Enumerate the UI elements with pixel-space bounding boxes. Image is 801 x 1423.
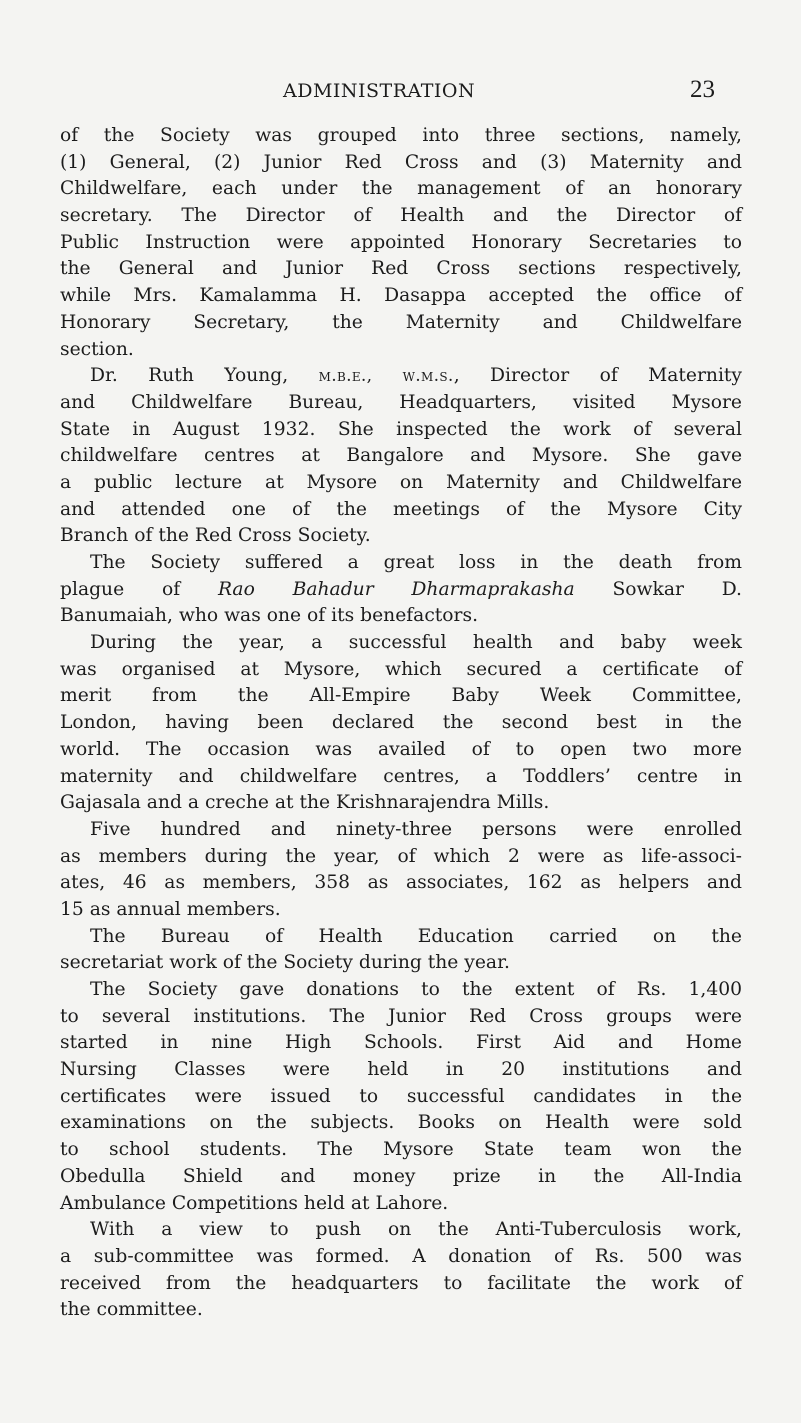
- text-line: State in August 1932. She inspected the work of several: [60, 418, 742, 440]
- page-number: 23: [690, 76, 715, 103]
- paragraph-bureau: [60, 924, 742, 977]
- text-line: secretary. The Director of Health and the Director of: [60, 205, 742, 227]
- paragraph-baby-week: [60, 630, 742, 817]
- paragraph-visit: [60, 363, 742, 550]
- paragraph-sections: [60, 123, 742, 363]
- text-line: London, having been declared the second best in the: [60, 712, 742, 734]
- paragraph-members: [60, 817, 742, 924]
- text-line: to several institutions. The Junior Red Cross groups were: [60, 1005, 742, 1027]
- text-line: Obedulla Shield and money prize in the All-India: [60, 1165, 742, 1187]
- text-line: Five hundred and ninety-three persons were enrolled: [90, 818, 742, 840]
- text-line: ates, 46 as members, 358 as associates, 162 as helpers and: [60, 872, 742, 894]
- text-line: the committee.: [60, 1299, 203, 1321]
- text-line: to school students. The Mysore State team won the: [60, 1139, 742, 1161]
- title-italic: Rao Bahadur Dharmaprakasha: [217, 578, 575, 600]
- text-line: a sub-committee was formed. A donation of Rs. 500 was: [60, 1245, 742, 1267]
- text-span: plague of: [60, 578, 218, 600]
- text-line: of the Society was grouped into three sections, namely,: [60, 125, 742, 146]
- text-span: Sowkar D.: [574, 578, 743, 600]
- text-line: examinations on the subjects. Books on Health were sold: [60, 1112, 742, 1134]
- text-line: section.: [60, 338, 134, 360]
- text-line: while Mrs. Kamalamma H. Dasappa accepted the office of: [60, 285, 742, 307]
- text-line: as members during the year, of which 2 were as life-associ-: [60, 845, 742, 867]
- text-line: world. The occasion was availed of to open two more: [60, 738, 742, 760]
- text-line: Banumaiah, who was one of its benefactors.: [60, 605, 479, 627]
- text-line: During the year, a successful health and baby week: [90, 632, 742, 654]
- text-line: the General and Junior Red Cross sections respectively,: [60, 258, 742, 280]
- text-line: and attended one of the meetings of the Mysore City: [60, 498, 742, 520]
- text-line: certificates were issued to successful candidates in the: [60, 1085, 742, 1107]
- text-line: With a view to push on the Anti-Tuberculosis work,: [90, 1219, 742, 1241]
- text-line: merit from the All-Empire Baby Week Committee,: [60, 685, 742, 707]
- text-span: , Director of Maternity: [453, 365, 742, 387]
- text-line: secretariat work of the Society during the year.: [60, 952, 510, 974]
- body-text: [60, 123, 742, 1324]
- text-line: childwelfare centres at Bangalore and Mysore. She gave: [60, 445, 742, 467]
- text-line: The Society gave donations to the extent of Rs. 1,400: [90, 979, 742, 1000]
- text-line: [60, 363, 742, 390]
- text-line: Nursing Classes were held in 20 institutions and: [60, 1059, 742, 1081]
- text-line: Gajasala and a creche at the Krishnarajendra Mills.: [60, 792, 550, 814]
- paragraph-tuberculosis: [60, 1217, 742, 1324]
- running-title: ADMINISTRATION: [283, 80, 476, 102]
- text-line: [60, 577, 742, 604]
- paragraph-donations: [60, 977, 742, 1217]
- text-line: Honorary Secretary, the Maternity and Childwelfare: [60, 311, 742, 333]
- text-line: maternity and childwelfare centres, a Toddlers’ centre in: [60, 765, 742, 787]
- paragraph-loss: [60, 550, 742, 630]
- text-line: Public Instruction were appointed Honorary Secretaries to: [60, 231, 742, 253]
- page-header: [0, 76, 801, 110]
- text-line: a public lecture at Mysore on Maternity and Childwelfare: [60, 471, 742, 493]
- honours-abbreviation: m.b.e., w.m.s.: [318, 366, 454, 387]
- text-line: (1) General, (2) Junior Red Cross and (3) Maternity and: [60, 151, 742, 173]
- text-line: The Bureau of Health Education carried on the: [90, 925, 742, 947]
- text-line: was organised at Mysore, which secured a certificate of: [60, 658, 742, 680]
- text-line: started in nine High Schools. First Aid and Home: [60, 1032, 742, 1054]
- text-line: 15 as annual members.: [60, 898, 281, 920]
- text-span: Dr. Ruth Young,: [90, 365, 319, 387]
- text-line: Childwelfare, each under the management of an honorary: [60, 178, 742, 200]
- text-line: The Society suffered a great loss in the death from: [90, 552, 742, 573]
- text-line: received from the headquarters to facilitate the work of: [60, 1272, 742, 1294]
- text-line: Ambulance Competitions held at Lahore.: [60, 1192, 449, 1214]
- text-line: and Childwelfare Bureau, Headquarters, visited Mysore: [60, 391, 742, 413]
- text-line: Branch of the Red Cross Society.: [60, 525, 371, 547]
